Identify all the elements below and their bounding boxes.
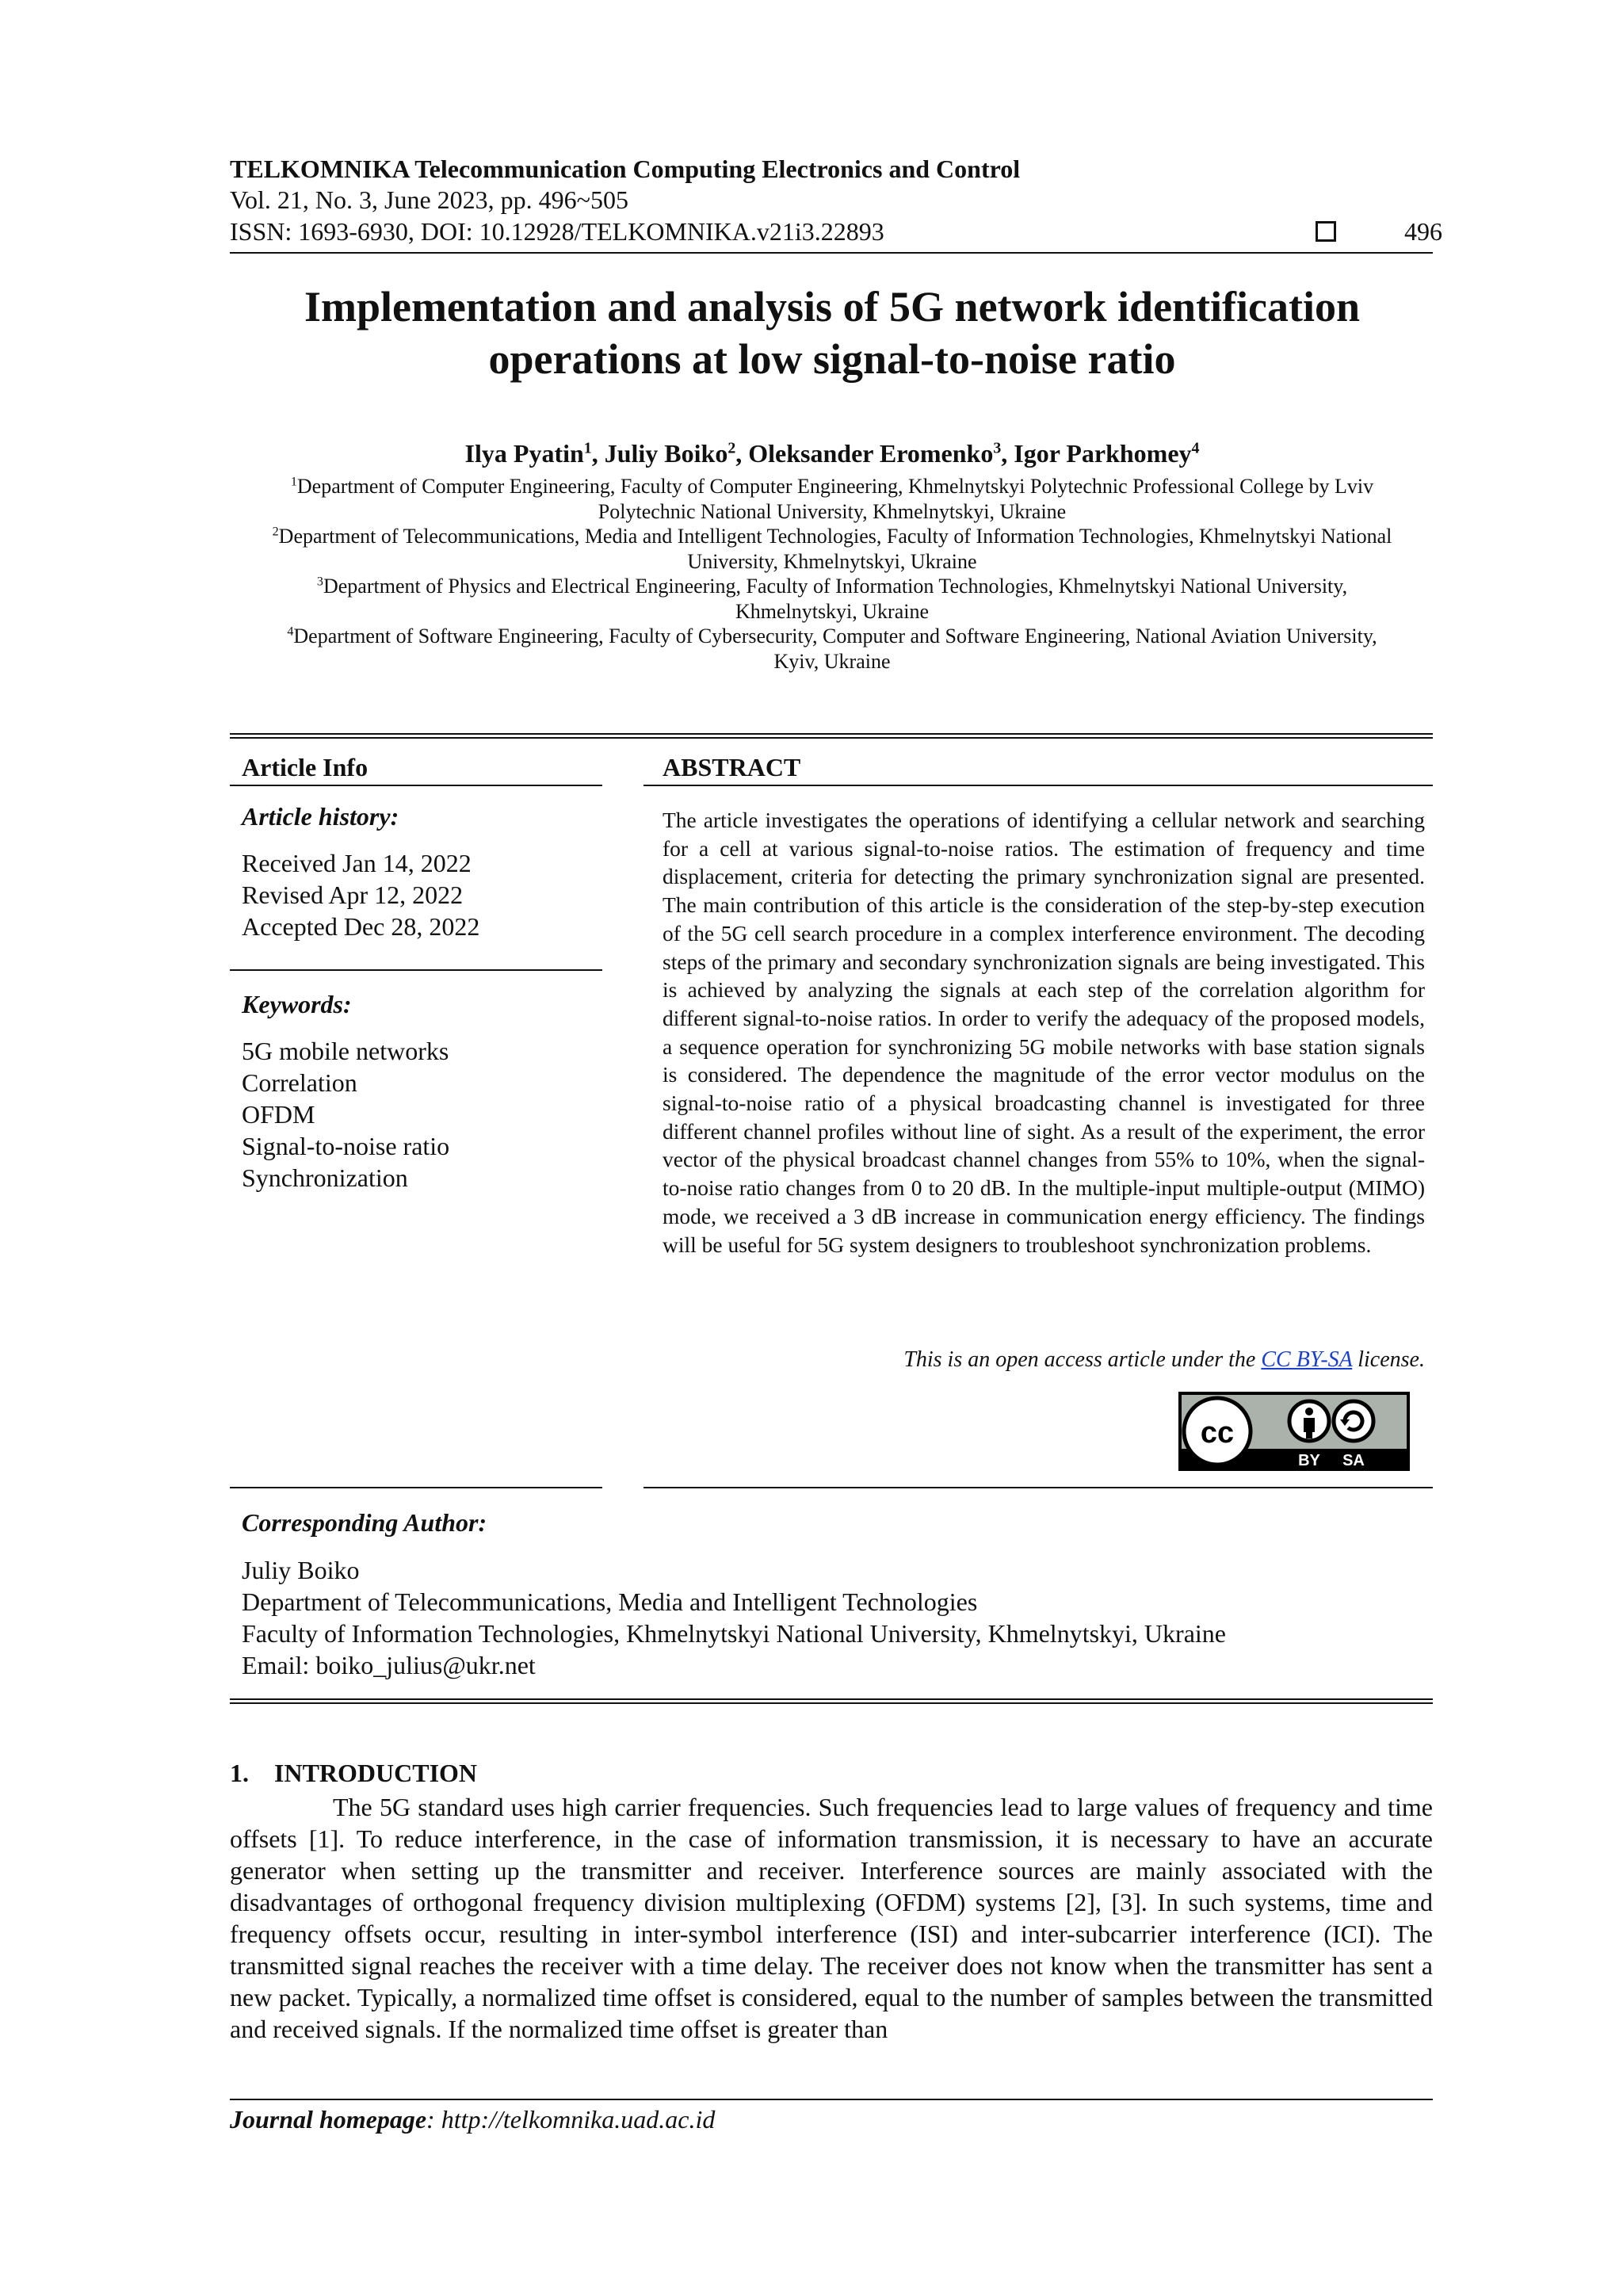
affiliation-text: Department of Telecommunications, Media and Intelligent Technologies, Faculty of Information Technologies, Khmelnytskyi National: [278, 525, 1392, 548]
footer-url: : http://telkomnika.uad.ac.id: [426, 2105, 716, 2134]
author-name: Igor Parkhomey: [1014, 439, 1192, 468]
corresponding-author-block: [242, 1554, 1226, 1681]
keywords-heading: Keywords:: [242, 990, 352, 1018]
author-sup: 3: [993, 439, 1002, 457]
license-prefix: This is an open access article under the: [903, 1347, 1262, 1372]
affiliation-list: [230, 474, 1434, 674]
affiliation-sup: 1: [290, 475, 297, 489]
affiliation-line: Khmelnytskyi, Ukraine: [735, 599, 930, 623]
right-column-bottom-rule: [643, 1487, 1433, 1488]
introduction-heading: 1. INTRODUCTION: [230, 1759, 478, 1787]
footer-label: Journal homepage: [230, 2105, 427, 2134]
volume-line: Vol. 21, No. 3, June 2023, pp. 496~505: [230, 185, 628, 214]
keyword-item: Correlation: [242, 1068, 357, 1097]
corresponding-department: Department of Telecommunications, Media and Intelligent Technologies: [242, 1587, 978, 1616]
author-sep: ,: [735, 439, 749, 468]
affiliation-line: [230, 524, 1434, 549]
square-bullet-icon: [1316, 221, 1336, 242]
author-name: Juliy Boiko: [604, 439, 728, 468]
header-rule: [230, 252, 1433, 254]
abstract-text: The article investigates the operations of identifying a cellular network and searching for a cell at various signal-to-noise ratios. The estimation of frequency and time displacement, criteria for detecting the primary synchronization signal are presented. The main contribution of this article is the consideration of the step-by-step execution of the 5G cell search procedure in a complex interference environment. The decoding steps of the primary and secondary synchronization signals are being investigated. This is achieved by analyzing the signals at each step of the correlation algorithm for different signal-to-noise ratios. In order to verify the adequacy of the proposed models, a sequence operation for synchronizing 5G mobile networks with base station signals is considered. The dependence the magnitude of the error vector modulus on the signal-to-noise ratio of a physical broadcasting channel is investigated for three different channel profiles without line of sight. As a result of the experiment, the error vector of the physical broadcast channel changes from 55% to 10%, when the signal-to-noise ratio changes from 0 to 20 dB. In the multiple-input multiple-output (MIMO) mode, we received a 3 dB increase in communication energy efficiency. The findings will be useful for 5G system designers to troubleshoot synchronization problems.: [663, 808, 1425, 1257]
footer-rule: [230, 2099, 1433, 2100]
cc-by-sa-badge-icon[interactable]: [1178, 1391, 1411, 1472]
affiliation-text: Department of Physics and Electrical Engineering, Faculty of Information Technologies, Khmelnytskyi National University,: [323, 575, 1348, 598]
corresponding-email: Email: boiko_julius@ukr.net: [242, 1651, 536, 1679]
badge-by-label: BY: [1298, 1452, 1320, 1469]
accepted-date: Accepted Dec 28, 2022: [242, 912, 480, 941]
keywords-top-rule: [230, 969, 602, 971]
title-line-1: Implementation and analysis of 5G network identification: [304, 283, 1361, 330]
author-list: [230, 439, 1434, 468]
affiliation-line: Kyiv, Ukraine: [773, 649, 891, 673]
license-suffix: license.: [1352, 1347, 1425, 1372]
left-column-bottom-rule: [230, 1487, 602, 1488]
author-sup: 4: [1191, 439, 1200, 457]
issn-doi-line: ISSN: 1693-6930, DOI: 10.12928/TELKOMNIKA.v21i3.22893: [230, 217, 884, 246]
cc-by-sa-link[interactable]: CC BY-SA: [1261, 1347, 1353, 1372]
keyword-item: 5G mobile networks: [242, 1037, 449, 1065]
author-name: Ilya Pyatin: [464, 439, 584, 468]
affiliation-text: Department of Software Engineering, Faculty of Cybersecurity, Computer and Software Engineering, National Aviation University,: [293, 625, 1377, 648]
keyword-item: Signal-to-noise ratio: [242, 1132, 450, 1160]
person-head: [1305, 1408, 1313, 1415]
keyword-list: [242, 1035, 449, 1194]
affiliation-line: University, Khmelnytskyi, Ukraine: [687, 549, 977, 573]
affiliation-line: [230, 574, 1434, 599]
paper-title: [230, 281, 1434, 385]
keyword-item: Synchronization: [242, 1163, 408, 1192]
license-line: [663, 1347, 1425, 1373]
affiliation-line: [230, 474, 1434, 499]
author-sup: 1: [583, 439, 592, 457]
info-box-bottom-rule: [230, 1698, 1433, 1704]
page-number: 496: [1404, 217, 1442, 246]
journal-name: TELKOMNIKA Telecommunication Computing Electronics and Control: [230, 155, 1021, 183]
share-alike-icon: [1334, 1401, 1373, 1441]
article-history-heading: Article history:: [242, 802, 399, 831]
author-sup: 2: [727, 439, 736, 457]
info-box-top-rule: [230, 733, 1433, 739]
article-info-rule: [230, 785, 602, 786]
author-sep: ,: [1001, 439, 1014, 468]
affiliation-line: [230, 624, 1434, 649]
affiliation-sup: 3: [316, 575, 323, 589]
author-sep: ,: [591, 439, 605, 468]
badge-sa-label: SA: [1342, 1452, 1365, 1469]
revised-date: Revised Apr 12, 2022: [242, 881, 464, 909]
cc-letters: cc: [1200, 1416, 1235, 1450]
person-body: [1304, 1418, 1315, 1432]
abstract-rule: [643, 785, 1433, 786]
keyword-item: OFDM: [242, 1100, 315, 1129]
journal-homepage: [230, 2105, 715, 2134]
title-line-2: operations at low signal-to-noise ratio: [488, 335, 1176, 383]
affiliation-sup: 2: [272, 525, 279, 539]
introduction-text: The 5G standard uses high carrier frequencies. Such frequencies lead to large values of frequency and time offsets [1]. To reduce interference, in the case of information transmission, it is necessary to have an accurate generator when setting up the transmitter and receiver. Interference sources are mainly associated with the disadvantages of orthogonal frequency division multiplexing (OFDM) systems [2], [3]. In such systems, time and frequency offsets occur, resulting in inter-symbol interference (ISI) and inter-subcarrier interference (ICI). The transmitted signal reaches the receiver with a time delay. The receiver does not know when the transmitter has sent a new packet. Typically, a normalized time offset is considered, equal to the number of samples between the transmitted and received signals. If the normalized time offset is greater than: [230, 1793, 1433, 2043]
affiliation-line: Polytechnic National University, Khmelnytskyi, Ukraine: [598, 499, 1067, 523]
affiliation-sup: 4: [287, 625, 294, 639]
article-history: [242, 847, 479, 942]
corresponding-author-heading: Corresponding Author:: [242, 1508, 487, 1537]
corresponding-name: Juliy Boiko: [242, 1556, 360, 1584]
corresponding-faculty: Faculty of Information Technologies, Khmelnytskyi National University, Khmelnytskyi, Ukraine: [242, 1619, 1226, 1648]
author-name: Oleksander Eromenko: [748, 439, 994, 468]
article-info-heading: Article Info: [242, 753, 369, 781]
person-legs: [1306, 1431, 1312, 1438]
received-date: Received Jan 14, 2022: [242, 849, 472, 877]
abstract-heading: ABSTRACT: [663, 753, 801, 781]
affiliation-text: Department of Computer Engineering, Faculty of Computer Engineering, Khmelnytskyi Polytechnic Professional College by Lviv: [296, 475, 1374, 498]
